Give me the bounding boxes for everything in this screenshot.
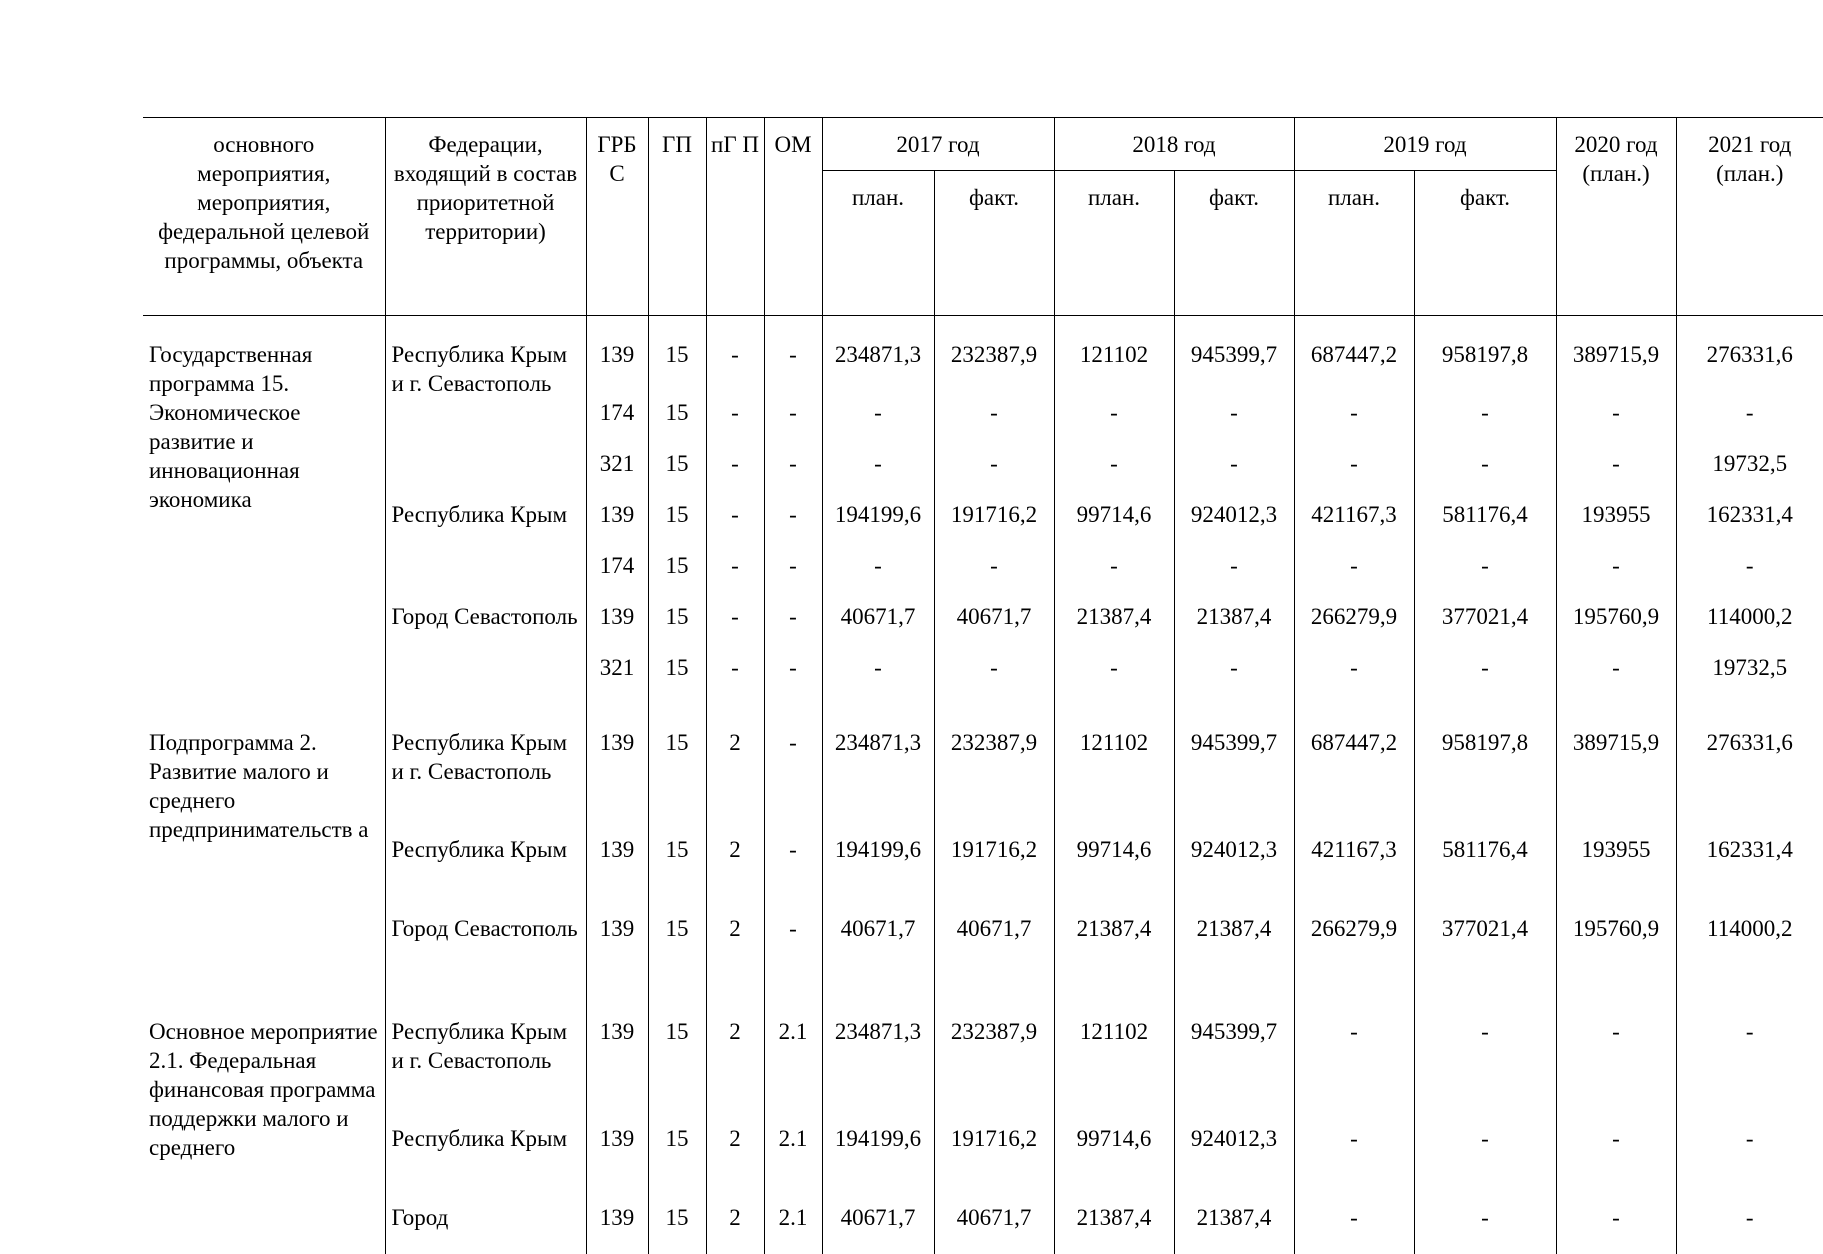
cell-2018-fact: 924012,3 — [1174, 835, 1294, 914]
cell-region: Город — [385, 1203, 586, 1254]
cell-pgp: 2 — [706, 993, 764, 1124]
cell-2021-plan: 276331,6 — [1676, 316, 1823, 399]
table-header — [143, 118, 1823, 316]
cell-2018-plan: 99714,6 — [1054, 835, 1174, 914]
cell-2018-fact: - — [1174, 551, 1294, 602]
cell-gp: 15 — [648, 602, 706, 653]
cell-2018-plan: 21387,4 — [1054, 1203, 1174, 1254]
cell-gp: 15 — [648, 551, 706, 602]
cell-2019-plan: 687447,2 — [1294, 704, 1414, 835]
cell-2019-plan: - — [1294, 449, 1414, 500]
cell-2020-plan: - — [1556, 398, 1676, 449]
header-2019-fact: факт. — [1414, 171, 1556, 316]
cell-2020-plan: - — [1556, 449, 1676, 500]
cell-2017-plan: 194199,6 — [822, 500, 934, 551]
cell-gp: 15 — [648, 1124, 706, 1203]
cell-2019-fact: 958197,8 — [1414, 704, 1556, 835]
table-row — [143, 449, 1823, 500]
cell-2019-plan: - — [1294, 551, 1414, 602]
cell-2018-plan: 99714,6 — [1054, 500, 1174, 551]
table-row — [143, 1203, 1823, 1254]
header-name-column: основного мероприятия, мероприятия, федеральной целевой программы, объекта — [143, 118, 385, 316]
cell-2021-plan: - — [1676, 551, 1823, 602]
header-year-2021: 2021 год (план.) — [1676, 118, 1823, 316]
cell-2017-fact: - — [934, 449, 1054, 500]
cell-2020-plan: 193955 — [1556, 500, 1676, 551]
cell-2017-plan: - — [822, 551, 934, 602]
cell-om: - — [764, 835, 822, 914]
cell-2017-fact: 232387,9 — [934, 704, 1054, 835]
row-program-name: Подпрограмма 2. Развитие малого и среднего предпринимательств а — [143, 704, 385, 993]
cell-2019-fact: 581176,4 — [1414, 500, 1556, 551]
table-row — [143, 914, 1823, 993]
cell-2017-fact: - — [934, 653, 1054, 704]
cell-2019-fact: - — [1414, 398, 1556, 449]
cell-2017-fact: - — [934, 551, 1054, 602]
header-year-2018: 2018 год — [1054, 118, 1294, 171]
cell-2019-plan: - — [1294, 1124, 1414, 1203]
cell-2018-fact: 21387,4 — [1174, 914, 1294, 993]
cell-2021-plan: 114000,2 — [1676, 914, 1823, 993]
table-row — [143, 551, 1823, 602]
cell-gp: 15 — [648, 835, 706, 914]
cell-2017-plan: - — [822, 398, 934, 449]
cell-gp: 15 — [648, 653, 706, 704]
cell-2018-fact: 945399,7 — [1174, 993, 1294, 1124]
header-year-2017: 2017 год — [822, 118, 1054, 171]
header-pgp-column: пГ П — [706, 118, 764, 316]
table-body — [143, 316, 1823, 1254]
cell-2018-fact: 21387,4 — [1174, 1203, 1294, 1254]
cell-2018-plan: - — [1054, 653, 1174, 704]
cell-2021-plan: 19732,5 — [1676, 653, 1823, 704]
header-year-2019: 2019 год — [1294, 118, 1556, 171]
header-gp-column: ГП — [648, 118, 706, 316]
cell-gp: 15 — [648, 993, 706, 1124]
cell-region: Республика Крым и г. Севастополь — [385, 704, 586, 835]
cell-pgp: 2 — [706, 1124, 764, 1203]
cell-2020-plan: - — [1556, 993, 1676, 1124]
cell-region: Республика Крым — [385, 835, 586, 914]
cell-om: - — [764, 449, 822, 500]
cell-om: - — [764, 653, 822, 704]
cell-pgp: 2 — [706, 914, 764, 993]
cell-pgp: - — [706, 449, 764, 500]
cell-2017-fact: - — [934, 398, 1054, 449]
budget-sheet — [143, 117, 1754, 1240]
cell-2018-plan: 121102 — [1054, 993, 1174, 1124]
cell-2017-fact: 191716,2 — [934, 835, 1054, 914]
cell-2017-fact: 191716,2 — [934, 1124, 1054, 1203]
cell-pgp: - — [706, 398, 764, 449]
cell-2021-plan: 276331,6 — [1676, 704, 1823, 835]
cell-2021-plan: - — [1676, 1203, 1823, 1254]
cell-2021-plan: 162331,4 — [1676, 835, 1823, 914]
cell-pgp: - — [706, 602, 764, 653]
cell-2018-plan: 21387,4 — [1054, 914, 1174, 993]
table-row — [143, 704, 1823, 835]
cell-2018-fact: 945399,7 — [1174, 704, 1294, 835]
cell-2017-plan: 40671,7 — [822, 602, 934, 653]
cell-2019-fact: - — [1414, 1124, 1556, 1203]
cell-2019-plan: - — [1294, 653, 1414, 704]
cell-grbs: 139 — [586, 602, 648, 653]
cell-2019-fact: - — [1414, 653, 1556, 704]
cell-region: Город Севастополь — [385, 914, 586, 993]
cell-2018-plan: - — [1054, 449, 1174, 500]
header-grbs-column: ГРБ С — [586, 118, 648, 316]
cell-2019-plan: 687447,2 — [1294, 316, 1414, 399]
cell-grbs: 139 — [586, 316, 648, 399]
cell-gp: 15 — [648, 398, 706, 449]
cell-region — [385, 398, 586, 449]
cell-pgp: 2 — [706, 835, 764, 914]
cell-gp: 15 — [648, 914, 706, 993]
cell-om: 2.1 — [764, 1124, 822, 1203]
cell-grbs: 139 — [586, 835, 648, 914]
cell-grbs: 139 — [586, 500, 648, 551]
cell-pgp: - — [706, 653, 764, 704]
cell-2018-fact: 924012,3 — [1174, 500, 1294, 551]
cell-2017-plan: - — [822, 449, 934, 500]
cell-grbs: 139 — [586, 1203, 648, 1254]
cell-2021-plan: 19732,5 — [1676, 449, 1823, 500]
table-row — [143, 398, 1823, 449]
cell-2020-plan: - — [1556, 551, 1676, 602]
table-row — [143, 602, 1823, 653]
cell-2019-plan: 266279,9 — [1294, 914, 1414, 993]
header-year-2020: 2020 год (план.) — [1556, 118, 1676, 316]
cell-2020-plan: - — [1556, 653, 1676, 704]
header-2017-plan: план. — [822, 171, 934, 316]
cell-2017-fact: 40671,7 — [934, 914, 1054, 993]
cell-2018-fact: 945399,7 — [1174, 316, 1294, 399]
cell-2020-plan: 389715,9 — [1556, 316, 1676, 399]
cell-2018-fact: 21387,4 — [1174, 602, 1294, 653]
cell-om: - — [764, 500, 822, 551]
cell-2017-plan: - — [822, 653, 934, 704]
cell-grbs: 139 — [586, 1124, 648, 1203]
cell-region: Город Севастополь — [385, 602, 586, 653]
header-2019-plan: план. — [1294, 171, 1414, 316]
cell-2017-fact: 232387,9 — [934, 316, 1054, 399]
cell-pgp: - — [706, 551, 764, 602]
cell-2017-fact: 40671,7 — [934, 602, 1054, 653]
cell-2019-plan: - — [1294, 993, 1414, 1124]
cell-2018-fact: - — [1174, 653, 1294, 704]
cell-gp: 15 — [648, 1203, 706, 1254]
table-row — [143, 835, 1823, 914]
header-2018-plan: план. — [1054, 171, 1174, 316]
table-row — [143, 653, 1823, 704]
cell-2017-plan: 194199,6 — [822, 1124, 934, 1203]
cell-2019-plan: - — [1294, 398, 1414, 449]
cell-2021-plan: 114000,2 — [1676, 602, 1823, 653]
cell-grbs: 174 — [586, 398, 648, 449]
cell-pgp: 2 — [706, 704, 764, 835]
cell-2018-fact: - — [1174, 398, 1294, 449]
cell-2019-fact: - — [1414, 449, 1556, 500]
cell-2018-plan: - — [1054, 398, 1174, 449]
cell-region: Республика Крым — [385, 1124, 586, 1203]
cell-grbs: 139 — [586, 914, 648, 993]
cell-region — [385, 551, 586, 602]
cell-om: - — [764, 914, 822, 993]
cell-grbs: 139 — [586, 993, 648, 1124]
row-program-name: Государственная программа 15. Экономическое развитие и инновационная экономика — [143, 316, 385, 705]
cell-2019-fact: - — [1414, 993, 1556, 1124]
cell-2021-plan: - — [1676, 993, 1823, 1124]
cell-2020-plan: 389715,9 — [1556, 704, 1676, 835]
cell-2020-plan: - — [1556, 1124, 1676, 1203]
cell-om: - — [764, 704, 822, 835]
cell-gp: 15 — [648, 500, 706, 551]
cell-region: Республика Крым и г. Севастополь — [385, 316, 586, 399]
table-row — [143, 1124, 1823, 1203]
cell-2019-plan: 266279,9 — [1294, 602, 1414, 653]
cell-2018-plan: 21387,4 — [1054, 602, 1174, 653]
cell-2020-plan: - — [1556, 1203, 1676, 1254]
cell-2021-plan: - — [1676, 398, 1823, 449]
row-program-name: Основное мероприятие 2.1. Федеральная финансовая программа поддержки малого и среднего — [143, 993, 385, 1254]
cell-region: Республика Крым — [385, 500, 586, 551]
cell-gp: 15 — [648, 704, 706, 835]
cell-2020-plan: 193955 — [1556, 835, 1676, 914]
cell-2017-fact: 191716,2 — [934, 500, 1054, 551]
cell-2020-plan: 195760,9 — [1556, 602, 1676, 653]
header-2018-fact: факт. — [1174, 171, 1294, 316]
cell-2019-fact: 377021,4 — [1414, 602, 1556, 653]
cell-grbs: 139 — [586, 704, 648, 835]
cell-gp: 15 — [648, 316, 706, 399]
cell-pgp: - — [706, 316, 764, 399]
cell-2018-plan: 121102 — [1054, 704, 1174, 835]
cell-2018-fact: 924012,3 — [1174, 1124, 1294, 1203]
table-row — [143, 500, 1823, 551]
cell-om: - — [764, 602, 822, 653]
cell-region: Республика Крым и г. Севастополь — [385, 993, 586, 1124]
cell-2018-fact: - — [1174, 449, 1294, 500]
budget-table — [143, 117, 1823, 1254]
cell-2017-plan: 194199,6 — [822, 835, 934, 914]
cell-grbs: 321 — [586, 449, 648, 500]
header-2017-fact: факт. — [934, 171, 1054, 316]
cell-2019-fact: 377021,4 — [1414, 914, 1556, 993]
cell-2019-fact: - — [1414, 1203, 1556, 1254]
cell-2019-plan: 421167,3 — [1294, 835, 1414, 914]
cell-2017-fact: 40671,7 — [934, 1203, 1054, 1254]
cell-2019-fact: 958197,8 — [1414, 316, 1556, 399]
cell-2018-plan: 121102 — [1054, 316, 1174, 399]
cell-om: - — [764, 316, 822, 399]
cell-2017-plan: 40671,7 — [822, 914, 934, 993]
cell-2018-plan: 99714,6 — [1054, 1124, 1174, 1203]
header-om-column: ОМ — [764, 118, 822, 316]
cell-region — [385, 449, 586, 500]
header-region-column: Федерации, входящий в состав приоритетной территории) — [385, 118, 586, 316]
cell-2019-plan: 421167,3 — [1294, 500, 1414, 551]
cell-om: 2.1 — [764, 993, 822, 1124]
cell-om: - — [764, 551, 822, 602]
cell-2017-plan: 234871,3 — [822, 704, 934, 835]
table-row — [143, 993, 1823, 1124]
cell-2020-plan: 195760,9 — [1556, 914, 1676, 993]
cell-grbs: 174 — [586, 551, 648, 602]
cell-grbs: 321 — [586, 653, 648, 704]
cell-2017-plan: 234871,3 — [822, 316, 934, 399]
cell-region — [385, 653, 586, 704]
cell-2017-fact: 232387,9 — [934, 993, 1054, 1124]
cell-2021-plan: 162331,4 — [1676, 500, 1823, 551]
cell-2021-plan: - — [1676, 1124, 1823, 1203]
cell-om: 2.1 — [764, 1203, 822, 1254]
cell-2019-plan: - — [1294, 1203, 1414, 1254]
cell-2017-plan: 234871,3 — [822, 993, 934, 1124]
cell-2018-plan: - — [1054, 551, 1174, 602]
cell-2017-plan: 40671,7 — [822, 1203, 934, 1254]
cell-2019-fact: - — [1414, 551, 1556, 602]
cell-gp: 15 — [648, 449, 706, 500]
cell-2019-fact: 581176,4 — [1414, 835, 1556, 914]
cell-pgp: 2 — [706, 1203, 764, 1254]
table-row — [143, 316, 1823, 399]
cell-om: - — [764, 398, 822, 449]
cell-pgp: - — [706, 500, 764, 551]
